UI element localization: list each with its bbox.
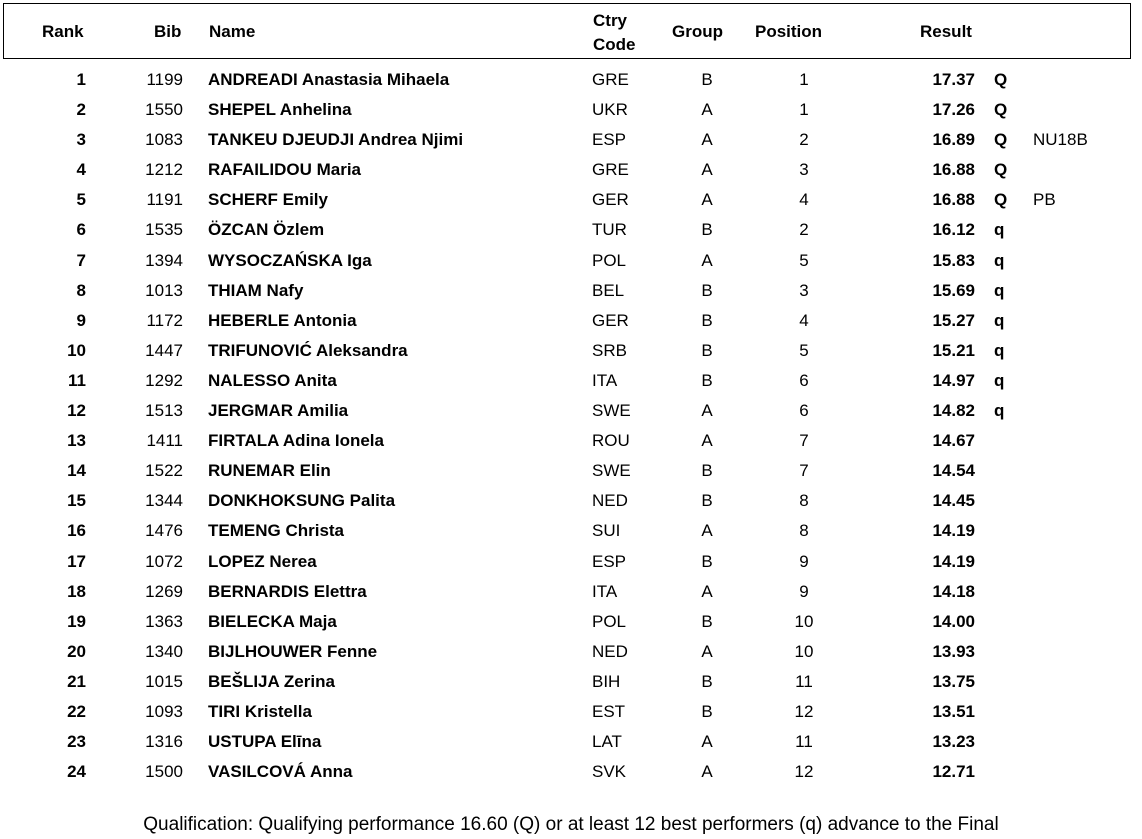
table-row [0,516,1142,546]
table-row [0,547,1142,577]
result-cell: 14.82 [932,401,975,421]
result-cell: 15.69 [932,280,975,300]
rank-cell: 21 [67,671,86,691]
position-cell: 3 [799,160,809,180]
table-row [0,215,1142,245]
group-cell: B [701,70,713,89]
table-row [0,125,1142,155]
athlete-name: NALESSO Anita [208,370,337,390]
bib-cell: 1199 [146,70,183,89]
athlete-name: VASILCOVÁ Anna [208,762,353,782]
group-cell: A [701,431,713,451]
result-cell: 14.54 [932,461,975,481]
qualification-mark: Q [994,190,1008,210]
record-note: NU18B [1033,130,1088,150]
country-code: SRB [592,340,627,360]
athlete-name: HEBERLE Antonia [208,310,357,330]
bib-cell: 1500 [145,762,183,782]
group-cell: A [701,641,713,661]
table-row [0,185,1142,215]
bib-cell: 1172 [146,310,183,330]
country-code: SVK [592,762,627,782]
group-cell: B [701,280,713,300]
header-bib: Bib [154,22,182,41]
result-cell: 14.97 [932,370,975,390]
rank-cell: 7 [76,250,86,270]
qualification-mark: q [994,220,1005,240]
qualification-mark: q [994,401,1005,421]
country-code: GER [592,190,629,210]
athlete-name: DONKHOKSUNG Palita [208,491,396,511]
country-code: ESP [592,551,627,571]
table-row [0,697,1142,727]
country-code: ITA [592,370,618,390]
table-row [0,727,1142,757]
country-code: SUI [592,521,621,541]
bib-cell: 1513 [145,401,183,421]
athlete-name: TEMENG Christa [208,521,345,541]
athlete-name: JERGMAR Amilia [208,401,349,421]
result-cell: 14.67 [932,431,975,451]
table-row [0,426,1142,456]
rank-cell: 22 [67,701,86,721]
athlete-name: BERNARDIS Elettra [208,581,367,601]
group-cell: A [701,160,713,180]
country-code: EST [592,701,626,721]
table-row [0,366,1142,396]
result-cell: 15.21 [932,340,975,360]
group-cell: B [701,461,713,481]
country-code: LAT [592,732,622,752]
position-cell: 8 [799,491,809,511]
qualification-mark: q [994,370,1005,390]
position-cell: 12 [794,762,814,782]
bib-cell: 1363 [145,611,183,631]
athlete-name: USTUPA Elīna [208,732,322,752]
country-code: SWE [592,461,631,481]
rank-cell: 19 [67,611,86,631]
result-cell: 14.19 [932,521,975,541]
rank-cell: 13 [67,431,86,451]
rank-cell: 18 [67,581,86,601]
position-cell: 11 [795,732,813,752]
result-cell: 14.00 [932,611,975,631]
athlete-name: RUNEMAR Elin [208,461,331,481]
table-row [0,607,1142,637]
country-code: BEL [592,280,625,300]
position-cell: 1 [799,70,809,89]
rank-cell: 17 [67,551,86,571]
position-cell: 7 [799,431,809,451]
country-code: NED [592,641,628,661]
table-row [0,306,1142,336]
bib-cell: 1015 [145,671,183,691]
result-cell: 16.88 [932,160,975,180]
position-cell: 8 [799,521,809,541]
bib-cell: 1535 [145,220,183,240]
rank-cell: 16 [67,521,86,541]
qualification-mark: Q [994,130,1008,150]
group-cell: A [701,732,713,752]
table-row [0,276,1142,306]
athlete-name: BEŠLIJA Zerina [208,671,335,691]
rank-cell: 8 [76,280,86,300]
group-cell: A [701,581,713,601]
record-note: PB [1033,190,1056,210]
position-cell: 5 [799,250,809,270]
position-cell: 4 [799,310,809,330]
country-code: GER [592,310,629,330]
position-cell: 2 [799,130,809,150]
table-row [0,667,1142,697]
athlete-name: TRIFUNOVIĆ Aleksandra [208,340,408,360]
bib-cell: 1072 [145,551,183,571]
athlete-name: SCHERF Emily [208,190,328,210]
country-code: POL [592,250,627,270]
result-cell: 13.23 [932,732,975,752]
group-cell: B [701,310,713,330]
rank-cell: 12 [67,401,86,421]
bib-cell: 1550 [145,100,183,120]
bib-cell: 1093 [145,701,183,721]
athlete-name: RAFAILIDOU Maria [208,160,362,180]
bib-cell: 1340 [145,641,183,661]
group-cell: B [701,551,713,571]
rank-cell: 10 [67,340,86,360]
group-cell: A [701,762,713,782]
group-cell: B [701,671,713,691]
result-cell: 13.93 [932,641,975,661]
result-cell: 15.83 [932,250,975,270]
table-row [0,155,1142,185]
qualification-mark: Q [994,100,1008,120]
position-cell: 4 [799,190,809,210]
group-cell: B [701,220,713,240]
athlete-name: TANKEU DJEUDJI Andrea Njimi [208,130,464,150]
bib-cell: 1316 [145,732,183,752]
rank-cell: 24 [67,762,86,782]
results-table [0,65,1142,787]
qualification-mark: Q [994,70,1008,89]
qualification-mark: q [994,310,1005,330]
rank-cell: 3 [76,130,86,150]
position-cell: 5 [799,340,809,360]
position-cell: 1 [799,100,809,120]
position-cell: 10 [794,641,814,661]
result-cell: 13.75 [932,671,975,691]
position-cell: 9 [799,581,809,601]
group-cell: B [701,491,713,511]
group-cell: A [701,100,713,120]
group-cell: A [701,190,713,210]
table-row [0,757,1142,787]
country-code: ITA [592,581,618,601]
table-header [3,3,1131,59]
position-cell: 10 [794,611,814,631]
header-rank: Rank [42,22,84,41]
qualification-mark: q [994,340,1005,360]
rank-cell: 15 [67,491,86,511]
group-cell: A [701,521,713,541]
rank-cell: 4 [76,160,86,180]
bib-cell: 1191 [146,190,183,210]
bib-cell: 1411 [146,431,183,451]
header-group: Group [672,22,723,41]
rank-cell: 20 [67,641,86,661]
result-cell: 16.12 [932,220,975,240]
group-cell: B [701,370,713,390]
result-cell: 14.45 [932,491,975,511]
athlete-name: ANDREADI Anastasia Mihaela [208,70,450,89]
group-cell: A [701,130,713,150]
qualification-note: Qualification: Qualifying performance 16.60 (Q) or at least 12 best performers (q) advance to the Final [143,814,999,835]
rank-cell: 9 [76,310,86,330]
table-row [0,637,1142,667]
position-cell: 7 [799,461,809,481]
country-code: UKR [592,100,628,120]
header-position: Position [755,22,823,41]
country-code: TUR [592,220,627,240]
qualification-mark: q [994,250,1005,270]
athlete-name: ÖZCAN Özlem [208,220,325,240]
table-row [0,246,1142,276]
country-code: NED [592,491,628,511]
position-cell: 3 [799,280,809,300]
header-name: Name [209,22,256,41]
qualification-mark: q [994,280,1005,300]
table-row [0,95,1142,125]
position-cell: 12 [794,701,814,721]
position-cell: 9 [799,551,809,571]
rank-cell: 14 [67,461,86,481]
table-row [0,65,1142,95]
country-code: SWE [592,401,631,421]
position-cell: 6 [799,401,809,421]
bib-cell: 1344 [145,491,183,511]
country-code: GRE [592,160,629,180]
table-row [0,486,1142,516]
country-code: ESP [592,130,627,150]
bib-cell: 1447 [145,340,183,360]
position-cell: 2 [799,220,809,240]
group-cell: A [701,401,713,421]
result-cell: 16.88 [932,190,975,210]
bib-cell: 1522 [145,461,183,481]
result-cell: 13.51 [932,701,975,721]
athlete-name: WYSOCZAŃSKA Iga [208,250,372,270]
group-cell: B [701,340,713,360]
athlete-name: SHEPEL Anhelina [208,100,352,120]
position-cell: 11 [795,671,813,691]
rank-cell: 23 [67,732,86,752]
rank-cell: 1 [76,70,86,89]
result-cell: 14.18 [932,581,975,601]
group-cell: B [701,611,713,631]
table-row [0,336,1142,366]
group-cell: B [701,701,713,721]
bib-cell: 1292 [145,370,183,390]
bib-cell: 1476 [145,521,183,541]
table-row [0,577,1142,607]
header-result: Result [920,22,972,41]
position-cell: 6 [799,370,809,390]
bib-cell: 1212 [145,160,183,180]
header-code: Code [593,35,636,54]
bib-cell: 1013 [145,280,183,300]
table-row [0,396,1142,426]
result-cell: 17.26 [932,100,975,120]
athlete-name: FIRTALA Adina Ionela [208,431,384,451]
bib-cell: 1269 [145,581,183,601]
athlete-name: BIJLHOUWER Fenne [208,641,378,661]
country-code: BIH [592,671,621,691]
result-cell: 15.27 [932,310,975,330]
result-cell: 12.71 [932,762,975,782]
rank-cell: 6 [76,220,86,240]
result-cell: 17.37 [932,70,975,89]
country-code: ROU [592,431,630,451]
group-cell: A [701,250,713,270]
country-code: GRE [592,70,629,89]
country-code: POL [592,611,627,631]
result-cell: 16.89 [932,130,975,150]
rank-cell: 5 [76,190,86,210]
bib-cell: 1394 [145,250,183,270]
rank-cell: 11 [68,370,86,390]
table-row [0,456,1142,486]
rank-cell: 2 [76,100,86,120]
bib-cell: 1083 [145,130,183,150]
qualification-mark: Q [994,160,1008,180]
athlete-name: LOPEZ Nerea [208,551,317,571]
athlete-name: TIRI Kristella [208,701,312,721]
header-ctry: Ctry [593,11,628,30]
result-cell: 14.19 [932,551,975,571]
athlete-name: THIAM Nafy [208,280,304,300]
athlete-name: BIELECKA Maja [208,611,337,631]
